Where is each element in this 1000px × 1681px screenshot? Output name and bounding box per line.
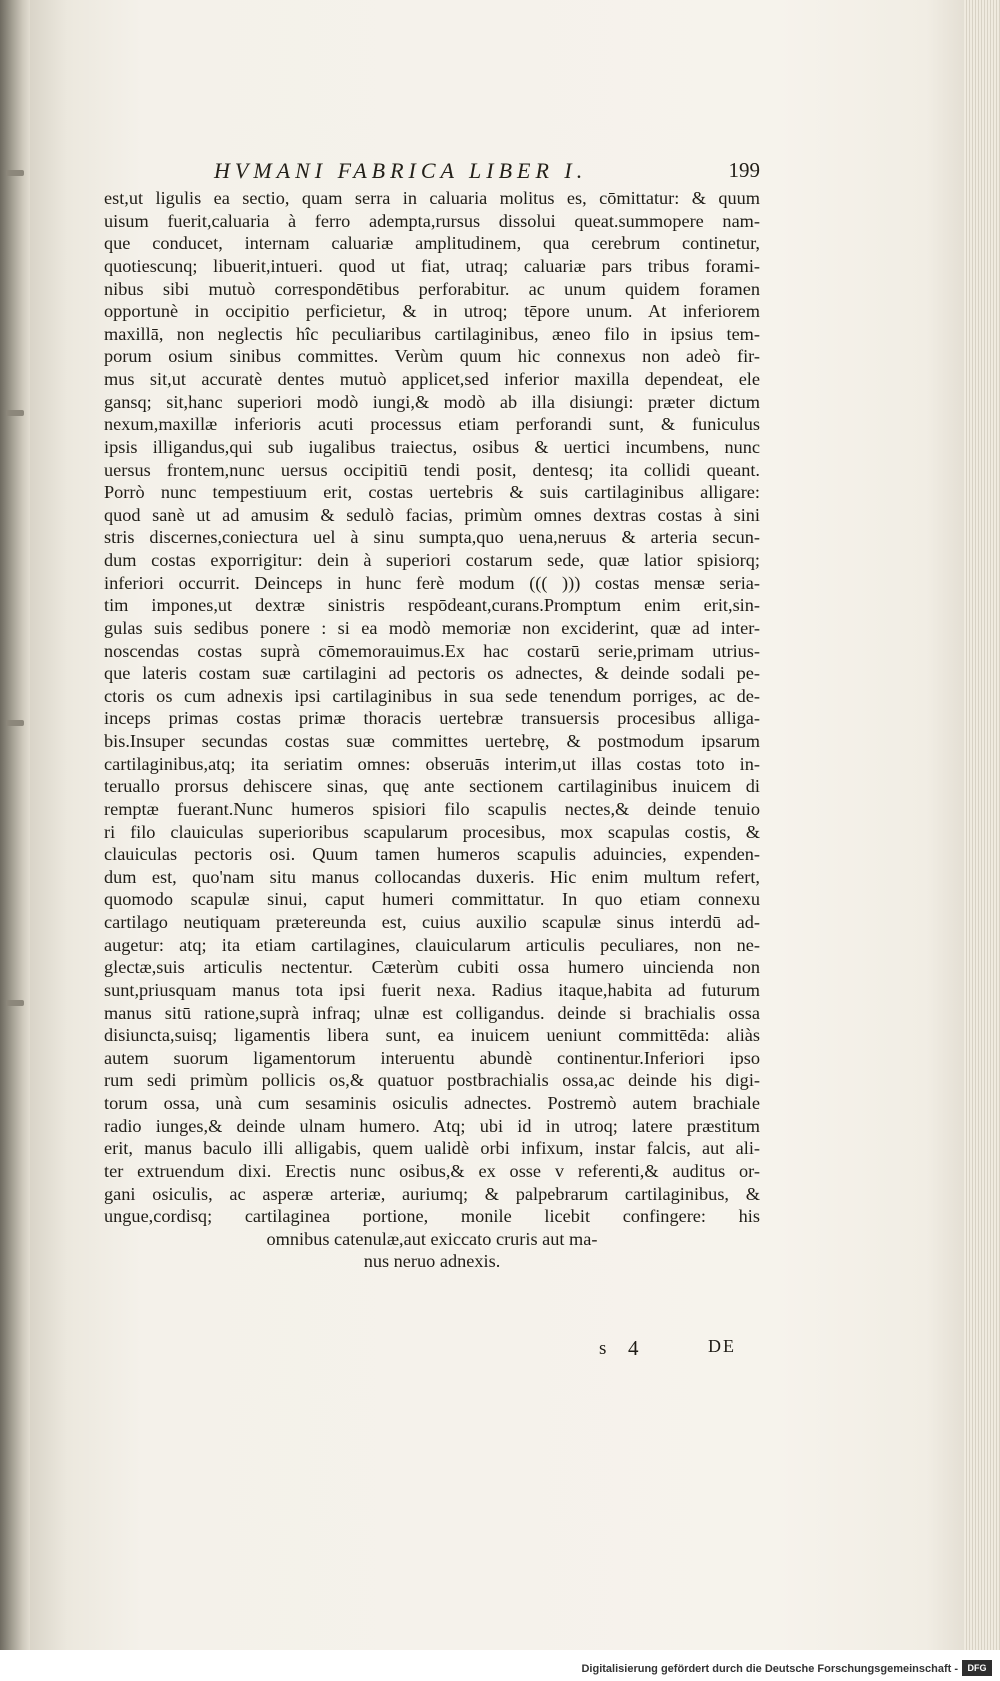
text-line: torum ossa, unà cum sesaminis osiculis adnectes. Postremò autem brachiale — [104, 1093, 760, 1113]
text-line: sunt,priusquam manus tota ipsi fuerit nexa. Radius itaque,habita ad futurum — [104, 979, 760, 1000]
paper-fragment — [6, 1000, 24, 1006]
text-line: Porrò nunc tempestiuum erit, costas uertebris & suis cartilaginibus alligare: — [104, 482, 760, 503]
text-line: quotiescunq; libuerit,intueri. quod ut fiat, utraq; caluariæ pars tribus forami- — [104, 255, 760, 276]
text-line: uisum fuerit,caluaria à ferro adempta,rursus dissolui queat.summopere nam- — [104, 210, 760, 231]
text-line: porum osium sinibus committes. Verùm quum hic connexus non adeò fir- — [104, 346, 760, 367]
text-line: ter extruendum dixi. Erectis nunc osibus,& ex osse v referenti,& auditus or- — [104, 1160, 760, 1181]
text-line: radio iunges,& deinde ulnam humero. Atq; ubi id in utroq; latere præstitum — [104, 1115, 760, 1136]
paper-fragment — [6, 170, 24, 176]
text-line: dum costas exporrigitur: dein à superiori costarum sede, quæ latior spisiorq; — [104, 550, 760, 570]
running-title: HVMANI FABRICA LIBER I. — [214, 158, 588, 183]
text-line: manus sitū ratione,suprà infraq; ulnæ est colligandus. deinde si brachialis ossa — [104, 1002, 760, 1023]
text-line: opportunè in occipitio perficietur, & in utroq; tēpore unum. At inferiorem — [104, 301, 760, 322]
text-line: gulas suis sedibus ponere : si ea modò memoriæ non exciderint, quæ ad inter- — [104, 617, 760, 638]
text-line: disiuncta,suisq; ligamentis libera sunt, ea inuicem ueniunt committēda: aliàs — [104, 1025, 760, 1046]
text-line: gani osiculis, ac asperæ arteriæ, auriumq; & palpebrarum cartilaginibus, & — [104, 1183, 760, 1204]
text-line: teruallo prorsus dehiscere sinas, quę ante sectionem cartilaginibus inuicem di — [104, 776, 760, 797]
text-line: cartilago neutiquam prætereunda est, cuius auxilio scapulæ sinus interdū ad- — [104, 912, 760, 932]
text-line: stris discernes,coniectura uel à sinu sumpta,quo uena,neruus & arteria secun- — [104, 527, 760, 548]
dfg-logo-icon: DFG — [962, 1660, 992, 1676]
text-line: ipsis illigandus,qui sub iugalibus traiectus, osibus & uertici incumbens, nunc — [104, 436, 760, 457]
text-line: bis.Insuper secundas costas suæ committes uertebrę, & postmodum ipsarum — [104, 731, 760, 751]
page-number: 199 — [728, 158, 760, 182]
text-line: rum sedi primùm pollicis os,& quatuor postbrachialis ossa,ac deinde his digi- — [104, 1070, 760, 1091]
signature-number: 4 — [628, 1336, 639, 1360]
text-line: remptæ fuerant.Nunc humeros spisiori filo scapulis nectes,& deinde tenuio — [104, 798, 760, 819]
text-line: que conducet, internam caluariæ amplitudinem, qua cerebrum continetur, — [104, 233, 760, 254]
text-line: ungue,cordisq; cartilaginea portione, monile licebit confingere: his — [104, 1206, 760, 1227]
body-text — [104, 187, 760, 1273]
text-line: uersus frontem,nunc uersus occipitiū tendi posit, dentesq; ita collidi queant. — [104, 459, 760, 480]
text-line: clauiculas pectoris osi. Quum tamen humeros scapulis aduincies, expenden- — [104, 844, 760, 865]
text-line: inceps primas costas primæ thoracis uertebræ transuersis procesibus alliga- — [104, 708, 760, 729]
text-line: quomodo scapulæ sinui, caput humeri committatur. In quo etiam connexu — [104, 889, 760, 910]
text-line: est,ut ligulis ea sectio, quam serra in caluaria molitus es, cōmittatur: & quum — [104, 188, 760, 208]
text-line: quod sanè ut ad amusim & sedulò facias, primùm omnes dextras costas à sini — [104, 504, 760, 525]
text-line: nibus sibi mutuò correspondētibus perforabitur. ac unum quidem foramen — [104, 278, 760, 299]
paper-fragment — [6, 410, 24, 416]
text-line: ri filo clauiculas superioribus scapularum procesibus, mox scapulas costis, & — [104, 821, 760, 842]
text-line: augetur: atq; ita etiam cartilagines, clauicularum articulis peculiares, non ne- — [104, 934, 760, 955]
text-line: autem suorum ligamentorum interuentu abundè continentur.Inferiori ipso — [104, 1047, 760, 1068]
text-line: ctoris os cum adnexis ipsi cartilaginibus in sua sede tenendum porriges, ac de- — [104, 685, 760, 706]
text-line-tapered: omnibus catenulæ,aut exiccato cruris aut ma- — [266, 1228, 598, 1249]
signature-mark: s — [599, 1338, 607, 1359]
text-line: tim impones,ut dextræ sinistris respōdeant,curans.Promptum enim erit,sin- — [104, 595, 760, 616]
catchword: DE — [708, 1336, 736, 1356]
text-line: glectæ,suis articulis nectentur. Cæterùm cubiti ossa humero uincienda non — [104, 957, 760, 978]
text-line: erit, manus baculo illi alligabis, quem ualidè orbi infixum, instar falcis, aut ali- — [104, 1138, 760, 1159]
text-line: mus sit,ut accuratè dentes mutuò applicet,sed inferior maxilla dependeat, ele — [104, 369, 760, 389]
paper-fragment — [6, 720, 24, 726]
page-fore-edge — [964, 0, 1000, 1650]
text-line: cartilaginibus,atq; ita seriatim omnes: obseruās interim,ut illas costas toto in- — [104, 753, 760, 774]
text-line: nexum,maxillæ inferioris acuti processus etiam perforandi sunt, & funiculus — [104, 414, 760, 435]
digitization-credit: Digitalisierung gefördert durch die Deutsche Forschungsgemeinschaft - — [581, 1663, 958, 1675]
text-line: gansq; sit,hanc superiori modò iungi,& modò ab illa disiungi: præter dictum — [104, 391, 760, 412]
text-line-tapered: nus neruo adnexis. — [363, 1251, 501, 1272]
text-line: que lateris costam suæ cartilagini ad pectoris os adnectes, & deinde sodali pe- — [104, 663, 760, 684]
text-line: noscendas costas suprà cōmemorauimus.Ex hac costarū serie,primam utrius- — [104, 640, 760, 661]
book-spine-edge — [0, 0, 30, 1650]
text-line: maxillā, non neglectis hîc peculiaribus cartilaginibus, æneo filo in ipsius tem- — [104, 323, 760, 344]
text-line: dum est, quo'nam situ manus collocandas duxeris. Hic enim multum refert, — [104, 866, 760, 887]
text-line: inferiori occurrit. Deinceps in hunc ferè modum ((( ))) costas mensæ seria- — [104, 572, 760, 593]
